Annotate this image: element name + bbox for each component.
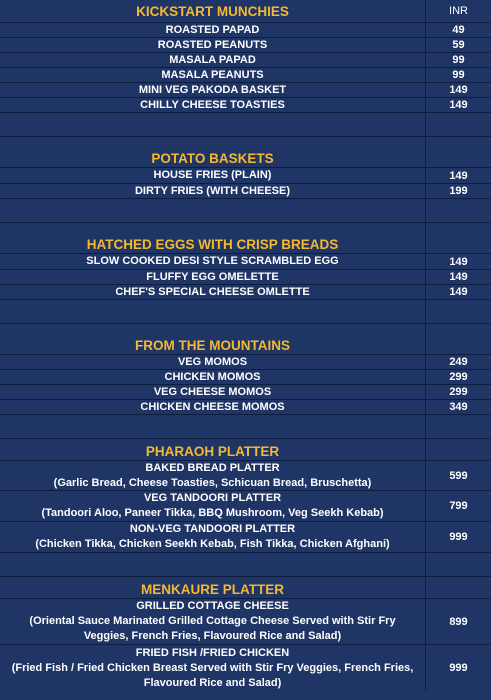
menu-item-row xyxy=(0,98,491,113)
section-title: HATCHED EGGS WITH CRISP BREADS xyxy=(0,223,426,253)
item-price: 99 xyxy=(452,69,465,81)
spacer-row xyxy=(0,553,491,577)
section-header xyxy=(0,223,491,254)
empty-cell xyxy=(426,553,491,576)
section-header xyxy=(0,0,491,23)
item-description: (Tandoori Aloo, Paneer Tikka, BBQ Mushroom, Veg Seekh Kebab) xyxy=(41,507,384,519)
item-name: HOUSE FRIES (PLAIN) xyxy=(0,168,426,183)
item-name: SLOW COOKED DESI STYLE SCRAMBLED EGG xyxy=(0,254,426,269)
empty-cell xyxy=(426,199,491,222)
item-price: 249 xyxy=(449,356,468,368)
item-name: VEG CHEESE MOMOS xyxy=(0,385,426,399)
item-name: ROASTED PAPAD xyxy=(0,23,426,37)
menu-item-row xyxy=(0,23,491,38)
item-name: GRILLED COTTAGE CHEESE xyxy=(136,600,289,612)
item-price: 149 xyxy=(449,271,468,283)
section-header xyxy=(0,577,491,599)
section-title: POTATO BASKETS xyxy=(0,136,426,167)
item-name: CHEF'S SPECIAL CHEESE OMLETTE xyxy=(0,285,426,299)
empty-cell xyxy=(0,553,426,576)
item-price: 149 xyxy=(449,99,468,111)
spacer-row xyxy=(0,113,491,137)
menu-item-row xyxy=(0,385,491,400)
empty-cell xyxy=(426,415,491,438)
menu-item-row xyxy=(0,461,491,491)
menu-item-row xyxy=(0,168,491,184)
empty-cell xyxy=(0,113,426,136)
item-price: 599 xyxy=(449,469,468,482)
menu-item-row xyxy=(0,53,491,68)
spacer-row xyxy=(0,199,491,223)
item-price: 149 xyxy=(449,286,468,298)
item-name: CHICKEN CHEESE MOMOS xyxy=(0,400,426,414)
item-price: 349 xyxy=(449,401,468,413)
menu-item-row xyxy=(0,83,491,98)
menu-item-row xyxy=(0,370,491,385)
menu-item-row xyxy=(0,400,491,415)
empty-cell xyxy=(426,439,491,460)
item-price: 299 xyxy=(449,371,468,383)
menu-item-row xyxy=(0,285,491,300)
item-price: 149 xyxy=(449,84,468,96)
empty-cell xyxy=(426,324,491,354)
item-name: DIRTY FRIES (WITH CHEESE) xyxy=(0,184,426,198)
item-price: 999 xyxy=(449,662,468,674)
menu-item-row xyxy=(0,355,491,370)
item-price: 299 xyxy=(449,386,468,398)
item-cell xyxy=(0,491,426,521)
item-description: (Garlic Bread, Cheese Toasties, Schicuan Bread, Bruschetta) xyxy=(53,476,372,489)
item-cell xyxy=(0,645,426,691)
empty-cell xyxy=(426,136,491,167)
item-price: 149 xyxy=(449,255,468,268)
menu-item-row xyxy=(0,645,491,691)
section-header xyxy=(0,324,491,355)
item-price: 49 xyxy=(452,24,465,36)
item-name: FRIED FISH /FRIED CHICKEN xyxy=(135,646,290,659)
menu-item-row xyxy=(0,184,491,199)
menu-item-row xyxy=(0,254,491,270)
item-name: CHICKEN MOMOS xyxy=(0,370,426,384)
item-name: NON-VEG TANDOORI PLATTER xyxy=(129,523,296,535)
empty-cell xyxy=(426,300,491,323)
empty-cell xyxy=(0,300,426,323)
item-name: VEG TANDOORI PLATTER xyxy=(143,492,282,504)
item-name: MASALA PAPAD xyxy=(0,53,426,67)
item-price: 899 xyxy=(449,615,468,628)
item-description: (Chicken Tikka, Chicken Seekh Kebab, Fish Tikka, Chicken Afghani) xyxy=(35,538,390,550)
item-name: ROASTED PEANUTS xyxy=(0,38,426,52)
item-price: 99 xyxy=(452,54,465,66)
section-title: PHARAOH PLATTER xyxy=(0,439,426,460)
item-name: CHILLY CHEESE TOASTIES xyxy=(0,98,426,112)
empty-cell xyxy=(0,199,426,222)
menu-item-row xyxy=(0,491,491,522)
item-description: (Oriental Sauce Marinated Grilled Cottage Cheese Served with Stir Fry Veggies, French Fries, Flavoured Rice and Salad) xyxy=(29,615,396,642)
currency-label: INR xyxy=(449,5,468,17)
menu-item-row xyxy=(0,599,491,645)
section-title: MENKAURE PLATTER xyxy=(0,577,426,598)
empty-cell xyxy=(426,113,491,136)
item-name: BAKED BREAD PLATTER xyxy=(145,461,280,474)
item-name: VEG MOMOS xyxy=(0,355,426,369)
item-name: MASALA PEANUTS xyxy=(0,68,426,82)
section-title: FROM THE MOUNTAINS xyxy=(0,324,426,354)
item-name: MINI VEG PAKODA BASKET xyxy=(0,83,426,97)
item-price: 59 xyxy=(452,39,465,51)
section-title: KICKSTART MUNCHIES xyxy=(0,0,426,22)
menu-item-row xyxy=(0,68,491,83)
menu-item-row xyxy=(0,270,491,285)
item-name: FLUFFY EGG OMELETTE xyxy=(0,270,426,284)
item-cell xyxy=(0,461,426,490)
empty-cell xyxy=(426,577,491,598)
item-price: 149 xyxy=(449,169,468,182)
section-header xyxy=(0,137,491,168)
item-price: 199 xyxy=(449,185,468,197)
spacer-row xyxy=(0,415,491,439)
item-description: (Fried Fish / Fried Chicken Breast Served with Stir Fry Veggies, French Fries, Flavoured Rice and Salad) xyxy=(11,661,414,689)
empty-cell xyxy=(0,415,426,438)
empty-cell xyxy=(426,223,491,253)
section-header xyxy=(0,439,491,461)
item-price: 999 xyxy=(449,531,468,543)
item-price: 799 xyxy=(449,500,468,512)
item-cell xyxy=(0,599,426,644)
item-cell xyxy=(0,522,426,552)
menu-item-row xyxy=(0,522,491,553)
spacer-row xyxy=(0,300,491,324)
menu-item-row xyxy=(0,38,491,53)
